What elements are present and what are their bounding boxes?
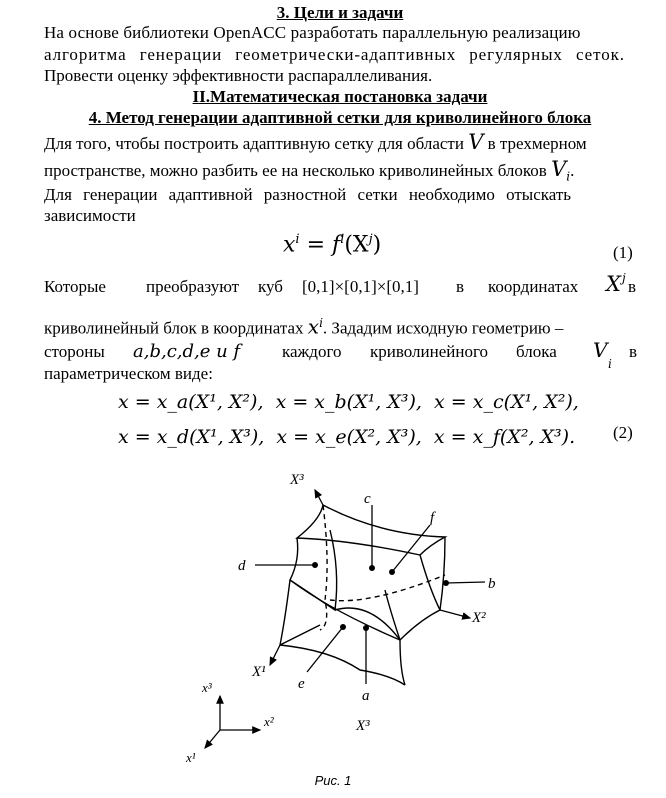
para2-w4: в xyxy=(456,277,465,296)
eq1-close: ) xyxy=(372,232,382,258)
equation-1-number: (1) xyxy=(613,243,633,262)
goals-line-3-text: Провести оценку эффективности распараллеливания. xyxy=(44,66,433,85)
para2-l3-w2: каждого xyxy=(282,342,342,361)
label-X2: X² xyxy=(472,610,486,626)
var-xi: x xyxy=(307,314,320,339)
para2-w1: Которые xyxy=(44,277,106,296)
eq1-lhs: x xyxy=(283,232,296,258)
var-Xj-sup: j xyxy=(622,271,626,285)
figure-caption: Рис. 1 xyxy=(314,773,352,788)
leader-e xyxy=(307,627,343,672)
equation-2-row-2 xyxy=(118,426,575,448)
eq1-arg: (X xyxy=(344,232,369,258)
point-a xyxy=(363,625,369,631)
eq1-f: f xyxy=(332,232,341,258)
para2-w6: в xyxy=(628,277,637,296)
section-3-heading xyxy=(44,3,636,23)
edge-bottom-left xyxy=(280,625,320,645)
label-b: b xyxy=(488,576,496,592)
eq2-xf: x = x_f(X², X³). xyxy=(433,426,576,448)
label-X3-top: X³ xyxy=(290,472,304,488)
goals-line-3 xyxy=(44,66,636,86)
para1-line-4 xyxy=(44,206,636,226)
eq2-xc: x = x_c(X¹, X²), xyxy=(434,391,579,413)
goals-line-2 xyxy=(44,45,636,65)
leader-b xyxy=(446,582,485,583)
hidden-edge xyxy=(320,505,327,630)
label-x2: x² xyxy=(264,714,274,729)
axis-X1-arrow xyxy=(270,645,280,665)
axis-X3-arrow xyxy=(315,490,323,505)
var-V: V xyxy=(468,130,484,154)
face-front-outline xyxy=(335,608,405,685)
para2-l3-w5: в xyxy=(629,342,638,361)
point-e xyxy=(340,624,346,630)
para1-line-3-text: Для генерации адаптивной разностной сетки необходимо отыскать xyxy=(44,185,572,204)
point-c xyxy=(369,565,375,571)
part-2-heading xyxy=(44,87,636,107)
face-top-outline xyxy=(297,505,445,555)
equation-2-number: (2) xyxy=(613,423,633,442)
para2-line-2-b: . Зададим исходную геометрию – xyxy=(322,318,564,338)
eq2-xa: x = x_a(X¹, X²), xyxy=(118,391,264,413)
label-e: e xyxy=(298,676,305,692)
point-f xyxy=(389,569,395,575)
para2-line-2-a: криволинейный блок в координатах xyxy=(44,318,304,338)
point-b xyxy=(443,580,449,586)
para2-w3: куб xyxy=(258,277,283,296)
label-f: f xyxy=(430,510,435,526)
para1-line-2-a: пространстве, можно разбить ее на несколько криволинейных блоков xyxy=(44,161,547,180)
goals-line-1-text: На основе библиотеки OpenACC разработать параллельную реализацию xyxy=(44,23,581,42)
var-Vi: V xyxy=(551,157,567,181)
label-x3: x³ xyxy=(202,680,212,695)
section-4-heading xyxy=(44,108,636,128)
para2-w5: координатах xyxy=(488,277,579,296)
goals-line-1 xyxy=(44,23,636,43)
para1-line-2 xyxy=(44,159,636,186)
frame-x1-axis xyxy=(205,730,220,748)
eq1-arg-sup: j xyxy=(368,232,373,247)
section-4-heading-text: 4. Метод генерации адаптивной сетки для криволинейного блока xyxy=(88,108,592,127)
para1-line-1 xyxy=(44,132,636,154)
equation-1 xyxy=(283,232,381,257)
label-d: d xyxy=(238,558,246,574)
cube-interval: [0,1]×[0,1]×[0,1] xyxy=(302,277,419,296)
eq1-equals: = xyxy=(299,232,333,258)
para2-l3-w1: стороны xyxy=(44,342,105,361)
curvilinear-block-figure xyxy=(0,460,666,770)
label-x1: x¹ xyxy=(186,750,196,765)
para1-line-2-end: . xyxy=(570,161,575,180)
var-Vi-sub: i xyxy=(566,169,571,184)
var-Vi-2-sub: i xyxy=(608,357,612,371)
para2-w2: преобразуют xyxy=(146,277,240,296)
edge-right-top xyxy=(440,537,445,610)
eq2-xd: x = x_d(X¹, X³), xyxy=(118,426,265,448)
para2-line-4-text: параметрическом виде: xyxy=(44,364,213,383)
para2-l3-w3: криволинейного xyxy=(370,342,489,361)
equation-2-row-1 xyxy=(118,391,579,413)
para2-line-4 xyxy=(44,364,636,384)
axis-X2-arrow xyxy=(440,610,470,618)
part-2-heading-text: II.Математическая постановка задачи xyxy=(192,87,488,106)
face-d-outline xyxy=(290,530,337,610)
var-Vi-2: V xyxy=(593,338,608,362)
var-xi-sup: i xyxy=(319,316,323,330)
para2-l3-w4: блока xyxy=(516,342,557,361)
eq1-lhs-sup: i xyxy=(295,232,300,247)
label-X3-bottom: X³ xyxy=(356,718,370,734)
para1-line-1-a: Для того, чтобы построить адаптивную сетку для области xyxy=(44,134,464,153)
para1-line-4-text: зависимости xyxy=(44,206,136,225)
para2-line-2 xyxy=(44,313,636,339)
eq2-xe: x = x_e(X², X³), xyxy=(276,426,422,448)
face-b-outline xyxy=(385,555,440,640)
goals-line-2-text: алгоритма генерации геометрически-адаптивных регулярных сеток. xyxy=(44,45,625,64)
label-c: c xyxy=(364,491,371,507)
sides-list: a,b,c,d,e и f xyxy=(133,341,241,362)
eq2-xb: x = x_b(X¹, X³), xyxy=(275,391,422,413)
var-Xj: X xyxy=(606,272,621,296)
para1-line-1-b: в трехмерном xyxy=(487,134,587,153)
section-3-heading-text: 3. Цели и задачи xyxy=(276,3,404,22)
label-X1: X¹ xyxy=(252,664,266,680)
eq1-f-sup: i xyxy=(340,232,345,247)
para1-line-3 xyxy=(44,185,636,205)
point-d xyxy=(312,562,318,568)
label-a: a xyxy=(362,688,370,704)
